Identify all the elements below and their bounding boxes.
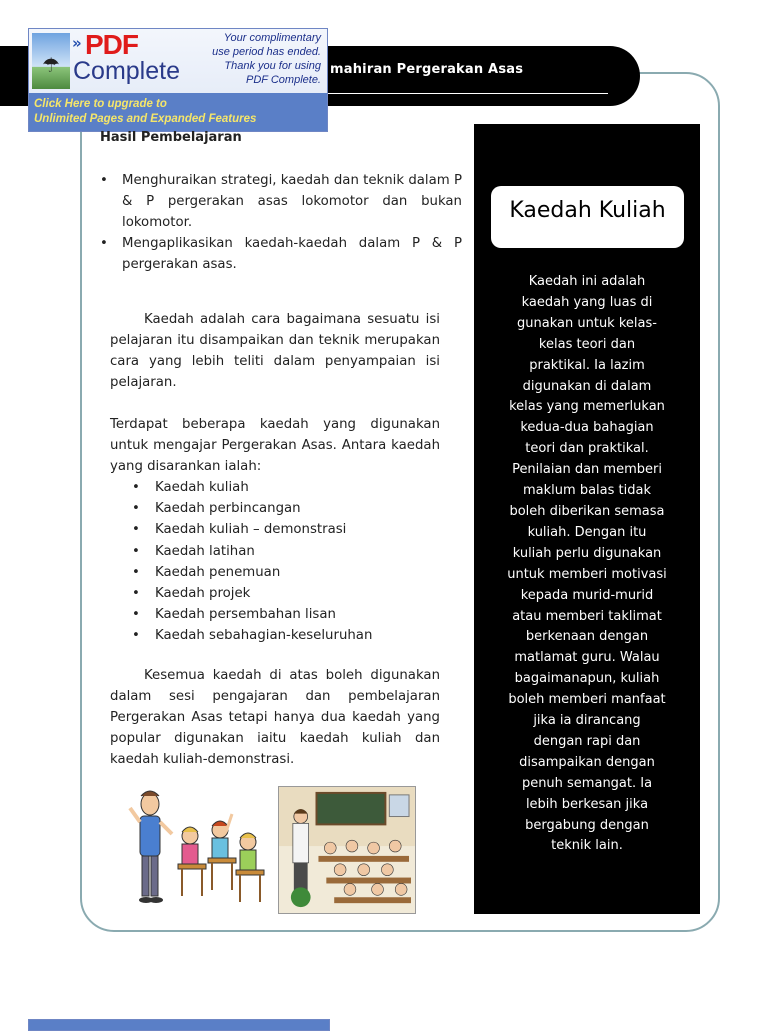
panel-line: kuliah. Dengan itu xyxy=(527,524,647,540)
panel-line: digunakan di dalam xyxy=(522,378,652,394)
panel-line: dengan rapi dan xyxy=(533,733,641,749)
panel-line: maklum balas tidak xyxy=(523,483,651,499)
panel-line: lebih berkesan jika xyxy=(525,796,649,812)
paragraph-summary: Kesemua kaedah di atas boleh digunakan dalam sesi pengajaran dan pembelajaran Pergerakan Asas tetapi hanya dua kaedah yang popular digunakan iaitu kaedah kuliah dan kaedah kuliah-demonstrasi. xyxy=(110,668,440,767)
panel-line: kelas teori dan xyxy=(538,336,636,352)
list-item: • Kaedah sebahagian-keseluruhan xyxy=(132,625,372,646)
list-item: • Kaedah projek xyxy=(132,583,372,604)
list-item: • Kaedah perbincangan xyxy=(132,498,372,519)
panel-line: Penilaian dan memberi xyxy=(512,462,662,478)
pdf-message-line: Thank you for using xyxy=(224,60,321,72)
panel-line: boleh diberikan semasa xyxy=(509,503,665,519)
panel-line: jika ia dirancang xyxy=(533,713,641,729)
pdf-message-line: use period has ended. xyxy=(212,46,321,58)
panel-line: teori dan praktikal. xyxy=(525,441,649,457)
panel-text xyxy=(494,272,680,857)
pdf-banner-top xyxy=(29,29,327,93)
pdf-logo-text: PDF xyxy=(85,29,138,60)
panel-title: Kaedah Kuliah xyxy=(509,198,666,223)
list-item: • Kaedah kuliah xyxy=(132,477,372,498)
pdf-complete-banner[interactable] xyxy=(28,28,328,132)
upgrade-link[interactable] xyxy=(29,93,327,131)
learning-outcomes-list xyxy=(100,170,462,275)
list-item: • Kaedah kuliah – demonstrasi xyxy=(132,519,372,540)
teacher-students-illustration xyxy=(128,786,268,916)
pdf-message-line: PDF Complete. xyxy=(246,74,321,86)
umbrella-figure-icon: ☂ xyxy=(32,33,70,89)
panel-line: kedua-dua bahagian xyxy=(520,420,654,436)
list-item: • Kaedah latihan xyxy=(132,541,372,562)
list-item: • Kaedah persembahan lisan xyxy=(132,604,372,625)
classroom-illustration xyxy=(278,786,416,914)
list-item: • Kaedah penemuan xyxy=(132,562,372,583)
section-title: Hasil Pembelajaran xyxy=(100,130,242,145)
chevron-icon: » xyxy=(72,34,82,52)
pdf-banner-bottom-edge xyxy=(28,1019,330,1031)
list-item: • Mengaplikasikan kaedah-kaedah dalam P & P pergerakan asas. xyxy=(100,233,462,275)
pdf-message-line: Your complimentary xyxy=(223,32,321,44)
pdf-message xyxy=(189,31,321,87)
panel-line: teknik lain. xyxy=(551,838,623,854)
panel-line: kaedah yang luas di xyxy=(521,294,653,310)
upgrade-line-2[interactable]: Unlimited Pages and Expanded Features xyxy=(34,113,257,125)
panel-line: boleh memberi manfaat xyxy=(508,692,666,708)
panel-line: berkenaan dengan xyxy=(525,629,649,645)
methods-list xyxy=(132,477,372,647)
panel-line: atau memberi taklimat xyxy=(512,608,662,624)
panel-line: penuh semangat. Ia xyxy=(521,775,653,791)
paragraph-methods-intro: Terdapat beberapa kaedah yang digunakan untuk mengajar Pergerakan Asas. Antara kaedah yang disarankan ialah: xyxy=(110,417,440,474)
panel-line: bergabung dengan xyxy=(525,817,649,833)
panel-line: bagaimanapun, kuliah xyxy=(514,671,660,687)
panel-line: Kaedah ini adalah xyxy=(528,274,646,289)
panel-line: kuliah perlu digunakan xyxy=(512,545,662,561)
list-item: • Menghuraikan strategi, kaedah dan teknik dalam P & P pergerakan asas lokomotor dan bukan lokomotor. xyxy=(100,170,462,233)
paragraph-definition: Kaedah adalah cara bagaimana sesuatu isi pelajaran itu disampaikan dan teknik merupakan cara yang lebih teliti dalam penyampaian isi pelajaran. xyxy=(110,312,440,390)
panel-line: kepada murid-murid xyxy=(520,587,654,603)
complete-logo-text: Complete xyxy=(73,57,180,85)
panel-line: kelas yang memerlukan xyxy=(509,399,665,415)
panel-line: matlamat guru. Walau xyxy=(514,650,660,666)
panel-line: praktikal. Ia lazim xyxy=(529,357,645,373)
header-title: mahiran Pergerakan Asas xyxy=(330,62,524,77)
panel-line: gunakan untuk kelas- xyxy=(517,315,657,331)
panel-line: untuk memberi motivasi xyxy=(507,566,667,582)
upgrade-line-1[interactable]: Click Here to upgrade to xyxy=(34,98,167,110)
panel-line: disampaikan dengan xyxy=(519,754,655,770)
